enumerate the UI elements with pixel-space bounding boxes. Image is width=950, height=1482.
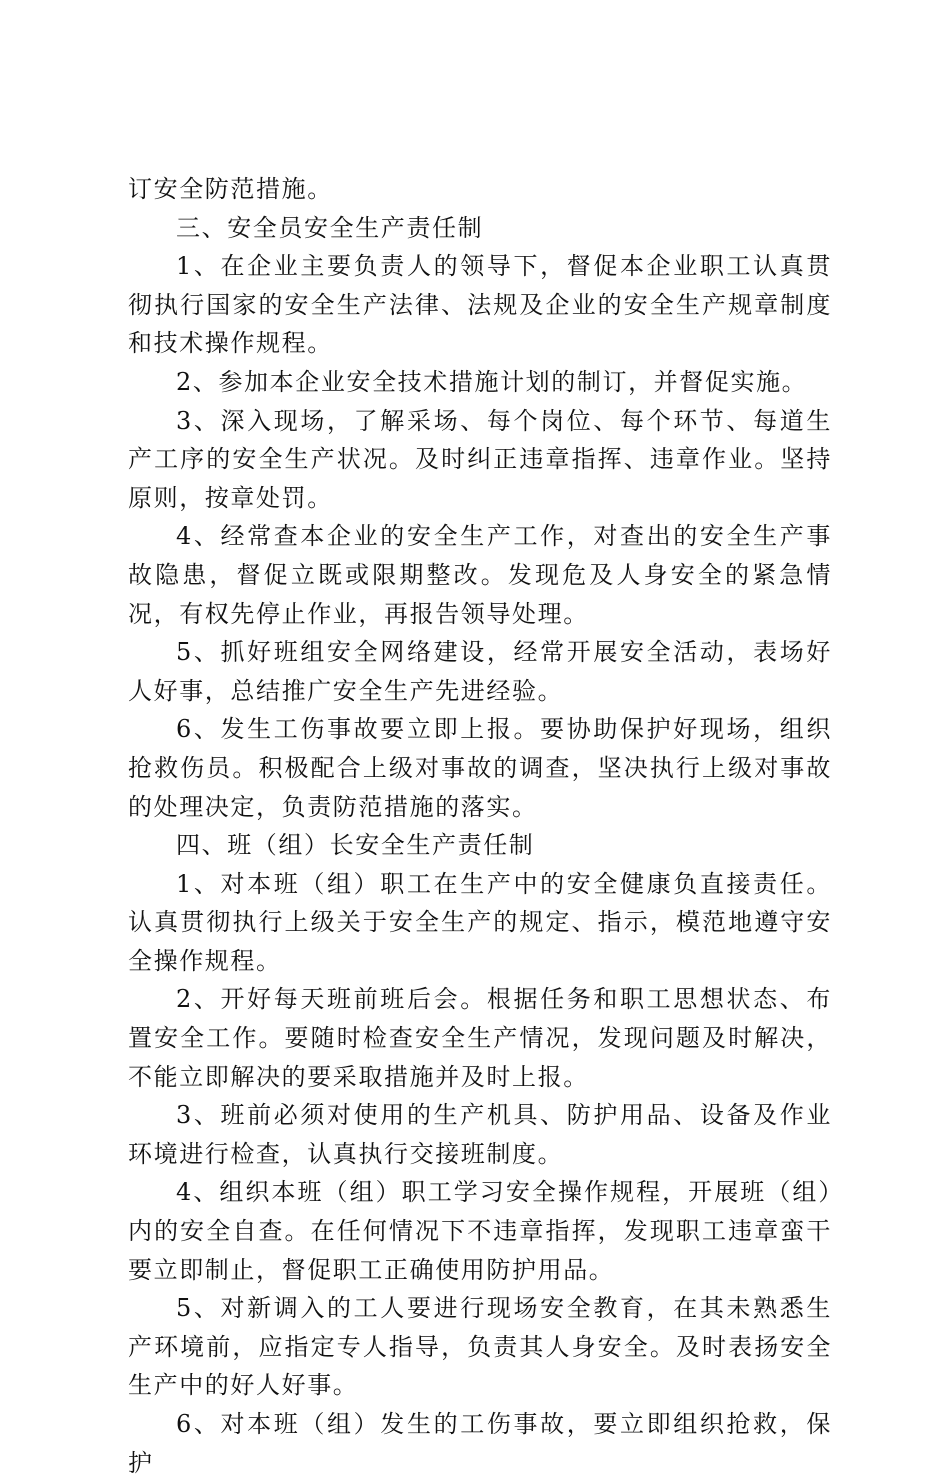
document-body: [128, 170, 832, 1482]
paragraph-item: 5、抓好班组安全网络建设，经常开展安全活动，表场好人好事，总结推广安全生产先进经验。: [128, 638, 832, 705]
paragraph-item: 1、对本班（组）职工在生产中的安全健康负直接责任。认真贯彻执行上级关于安全生产的规定、指示，模范地遵守安全操作规程。: [128, 869, 832, 975]
paragraph-item: 3、班前必须对使用的生产机具、防护用品、设备及作业环境进行检查，认真执行交接班制度。: [128, 1101, 832, 1168]
paragraph-item: 5、对新调入的工人要进行现场安全教育，在其未熟悉生产环境前，应指定专人指导，负责其人身安全。及时表扬安全生产中的好人好事。: [128, 1294, 832, 1400]
paragraph-item: 1、在企业主要负责人的领导下，督促本企业职工认真贯彻执行国家的安全生产法律、法规及企业的安全生产规章制度和技术操作规程。: [128, 252, 832, 358]
paragraph-item: 2、参加本企业安全技术措施计划的制订，并督促实施。: [176, 367, 808, 396]
paragraph-item: 3、深入现场，了解采场、每个岗位、每个环节、每道生产工序的安全生产状况。及时纠正违章指挥、违章作业。坚持原则，按章处罚。: [128, 406, 832, 512]
paragraph-continuation: 订安全防范措施。: [128, 175, 333, 203]
paragraph-item: 6、对本班（组）发生的工伤事故，要立即组织抢救，保护: [128, 1410, 832, 1477]
section-heading-4: 四、班（组）长安全生产责任制: [176, 831, 535, 860]
paragraph-item: 4、经常查本企业的安全生产工作，对查出的安全生产事故隐患，督促立既或限期整改。发现危及人身安全的紧急情况，有权先停止作业，再报告领导处理。: [128, 522, 832, 628]
section-heading-3: 三、安全员安全生产责任制: [176, 213, 484, 242]
paragraph-item: 6、发生工伤事故要立即上报。要协助保护好现场，组织抢救伤员。积极配合上级对事故的调查，坚决执行上级对事故的处理决定，负责防范措施的落实。: [128, 715, 832, 821]
paragraph-item: 2、开好每天班前班后会。根据任务和职工思想状态、布置安全工作。要随时检查安全生产情况，发现问题及时解决，不能立即解决的要采取措施并及时上报。: [128, 985, 832, 1091]
paragraph-item: 4、组织本班（组）职工学习安全操作规程，开展班（组）内的安全自查。在任何情况下不违章指挥，发现职工违章蛮干要立即制止，督促职工正确使用防护用品。: [128, 1178, 832, 1284]
